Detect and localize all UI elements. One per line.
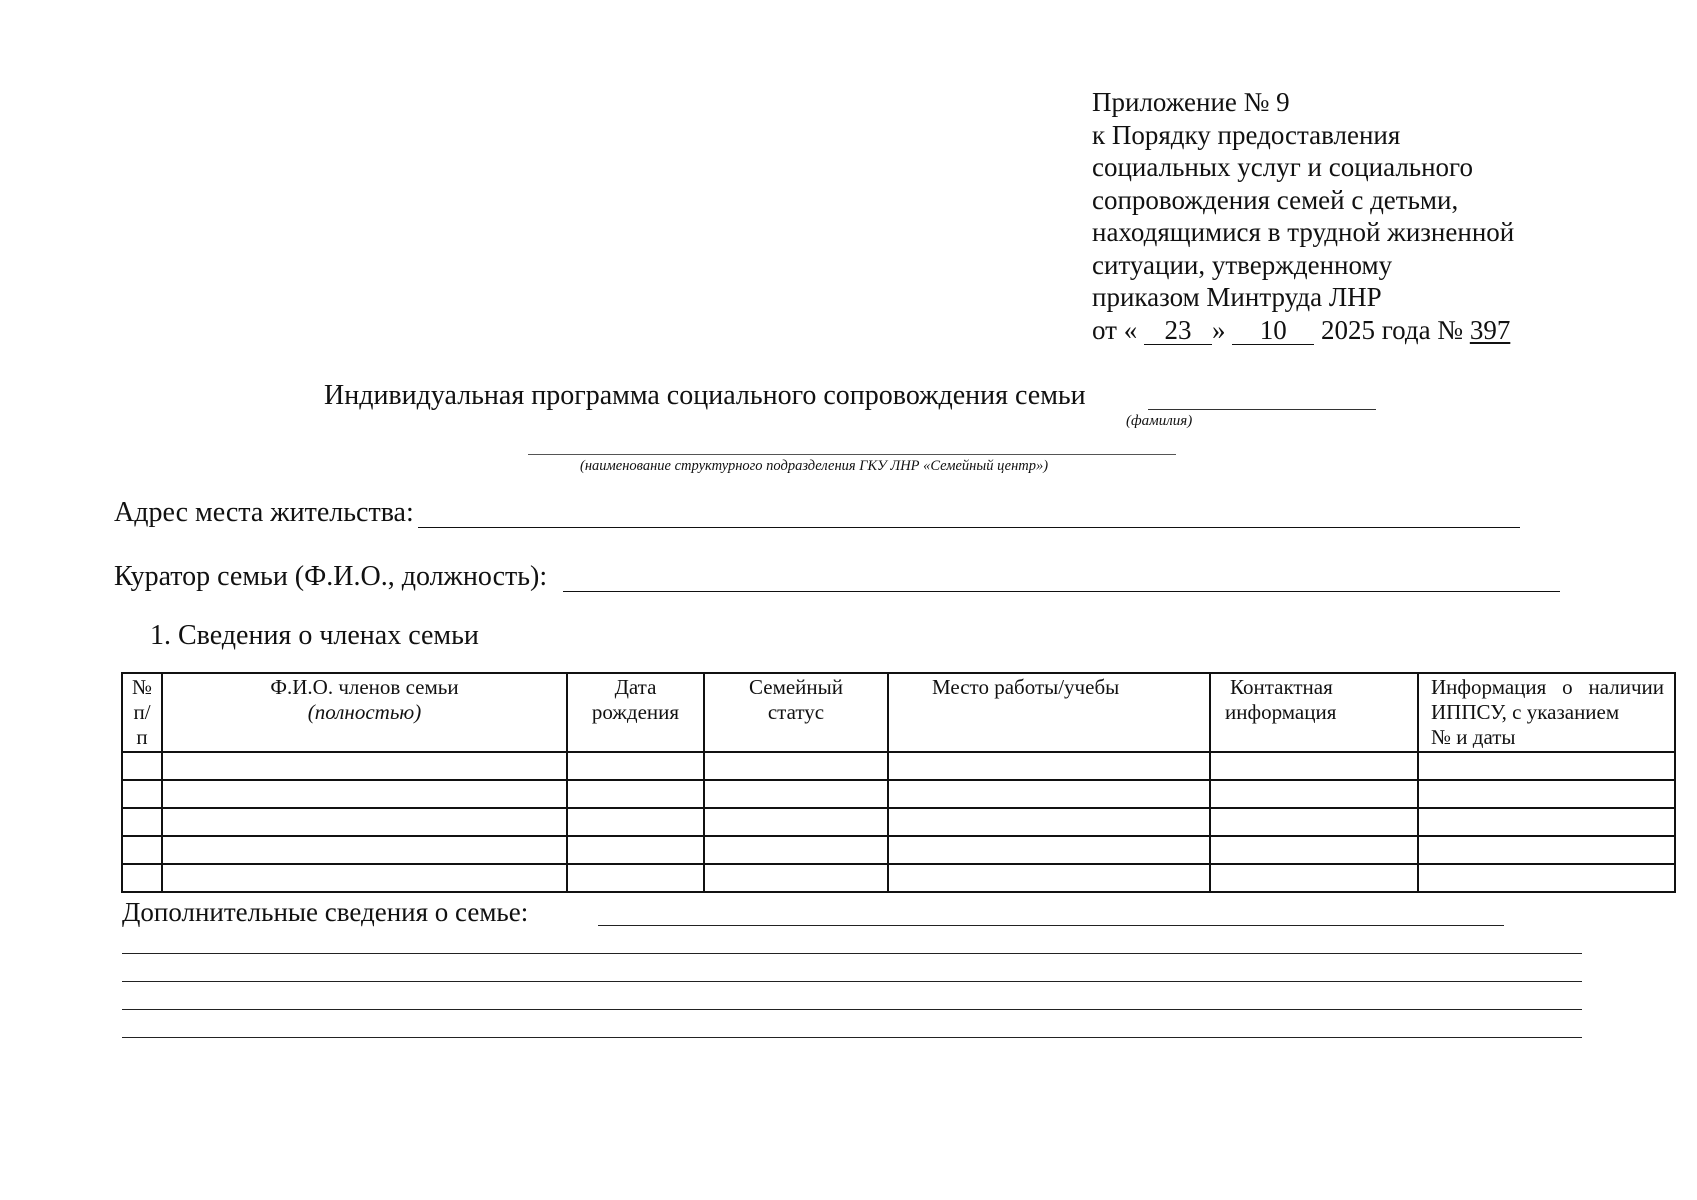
column-header-family-status: Семейный статус [704, 673, 888, 752]
table-cell[interactable] [1210, 864, 1418, 892]
table-cell[interactable] [888, 808, 1210, 836]
table-cell[interactable] [1210, 808, 1418, 836]
table-cell[interactable] [162, 864, 567, 892]
table-cell[interactable] [567, 836, 704, 864]
table-cell[interactable] [1210, 752, 1418, 780]
date-year: 2025 года № [1320, 314, 1464, 345]
department-blank[interactable] [528, 454, 1176, 455]
table-header-row [122, 673, 1675, 752]
table-cell[interactable] [162, 808, 567, 836]
additional-info-line[interactable] [122, 953, 1582, 954]
table-cell[interactable] [888, 752, 1210, 780]
column-header-ippsu: Информация о наличии ИППСУ, с указанием № и даты [1418, 673, 1675, 752]
table-cell[interactable] [122, 780, 162, 808]
curator-blank[interactable] [563, 591, 1560, 592]
table-cell[interactable] [122, 808, 162, 836]
document-title: Индивидуальная программа социального сопровождения семьи [324, 380, 1086, 411]
table-cell[interactable] [122, 836, 162, 864]
table-row [122, 780, 1675, 808]
appendix-line: Приложение № 9 [1092, 87, 1290, 117]
table-cell[interactable] [162, 836, 567, 864]
table-cell[interactable] [162, 780, 567, 808]
table-cell[interactable] [162, 752, 567, 780]
table-cell[interactable] [122, 864, 162, 892]
column-header-workplace: Место работы/учебы [888, 673, 1210, 752]
family-members-table [121, 672, 1676, 893]
curator-label: Куратор семьи (Ф.И.О., должность): [114, 561, 548, 592]
appendix-line: сопровождения семей с детьми, [1092, 184, 1459, 215]
table-cell[interactable] [122, 752, 162, 780]
table-cell[interactable] [1210, 836, 1418, 864]
address-blank[interactable] [418, 527, 1520, 528]
table-row [122, 808, 1675, 836]
surname-blank[interactable] [1148, 409, 1376, 410]
table-cell[interactable] [1418, 808, 1675, 836]
surname-caption: (фамилия) [1126, 413, 1193, 429]
order-number: 397 [1469, 314, 1511, 345]
column-header-number: № п/ п [122, 673, 162, 752]
date-prefix: от « [1092, 314, 1138, 345]
date-month: 10 [1232, 316, 1314, 345]
table-cell[interactable] [704, 836, 888, 864]
table-cell[interactable] [567, 752, 704, 780]
column-header-contact: Контактная информация [1210, 673, 1418, 752]
appendix-date-line [1092, 314, 1652, 347]
table-cell[interactable] [704, 780, 888, 808]
table-row [122, 864, 1675, 892]
table-cell[interactable] [567, 864, 704, 892]
section-title: 1. Сведения о членах семьи [150, 620, 479, 651]
column-header-birthdate: Дата рождения [567, 673, 704, 752]
table-cell[interactable] [1418, 780, 1675, 808]
table-cell[interactable] [1418, 836, 1675, 864]
additional-info-label: Дополнительные сведения о семье: [122, 897, 529, 927]
appendix-line: приказом Минтруда ЛНР [1092, 282, 1382, 312]
table-row [122, 752, 1675, 780]
appendix-header [1092, 86, 1652, 346]
additional-info-blank[interactable] [598, 925, 1504, 926]
additional-info-line[interactable] [122, 1009, 1582, 1010]
table-cell[interactable] [888, 780, 1210, 808]
table-cell[interactable] [704, 864, 888, 892]
table-cell[interactable] [567, 780, 704, 808]
appendix-line: ситуации, утвержденному [1092, 249, 1393, 280]
table-cell[interactable] [704, 752, 888, 780]
table-cell[interactable] [888, 864, 1210, 892]
table-cell[interactable] [1418, 752, 1675, 780]
additional-info-line[interactable] [122, 1037, 1582, 1038]
date-mid: » [1211, 314, 1226, 345]
address-label: Адрес места жительства: [114, 497, 414, 528]
date-day: 23 [1144, 316, 1212, 345]
table-cell[interactable] [1210, 780, 1418, 808]
table-cell[interactable] [567, 808, 704, 836]
department-caption: (наименование структурного подразделения ГКУ ЛНР «Семейный центр») [580, 458, 1049, 474]
table-cell[interactable] [704, 808, 888, 836]
column-header-fullname: Ф.И.О. членов семьи (полностью) [162, 673, 567, 752]
appendix-line: находящимися в трудной жизненной [1092, 217, 1515, 247]
table-cell[interactable] [1418, 864, 1675, 892]
additional-info-line[interactable] [122, 981, 1582, 982]
table-cell[interactable] [888, 836, 1210, 864]
appendix-line: социальных услуг и социального [1092, 152, 1473, 182]
appendix-line: к Порядку предоставления [1092, 119, 1401, 150]
table-row [122, 836, 1675, 864]
